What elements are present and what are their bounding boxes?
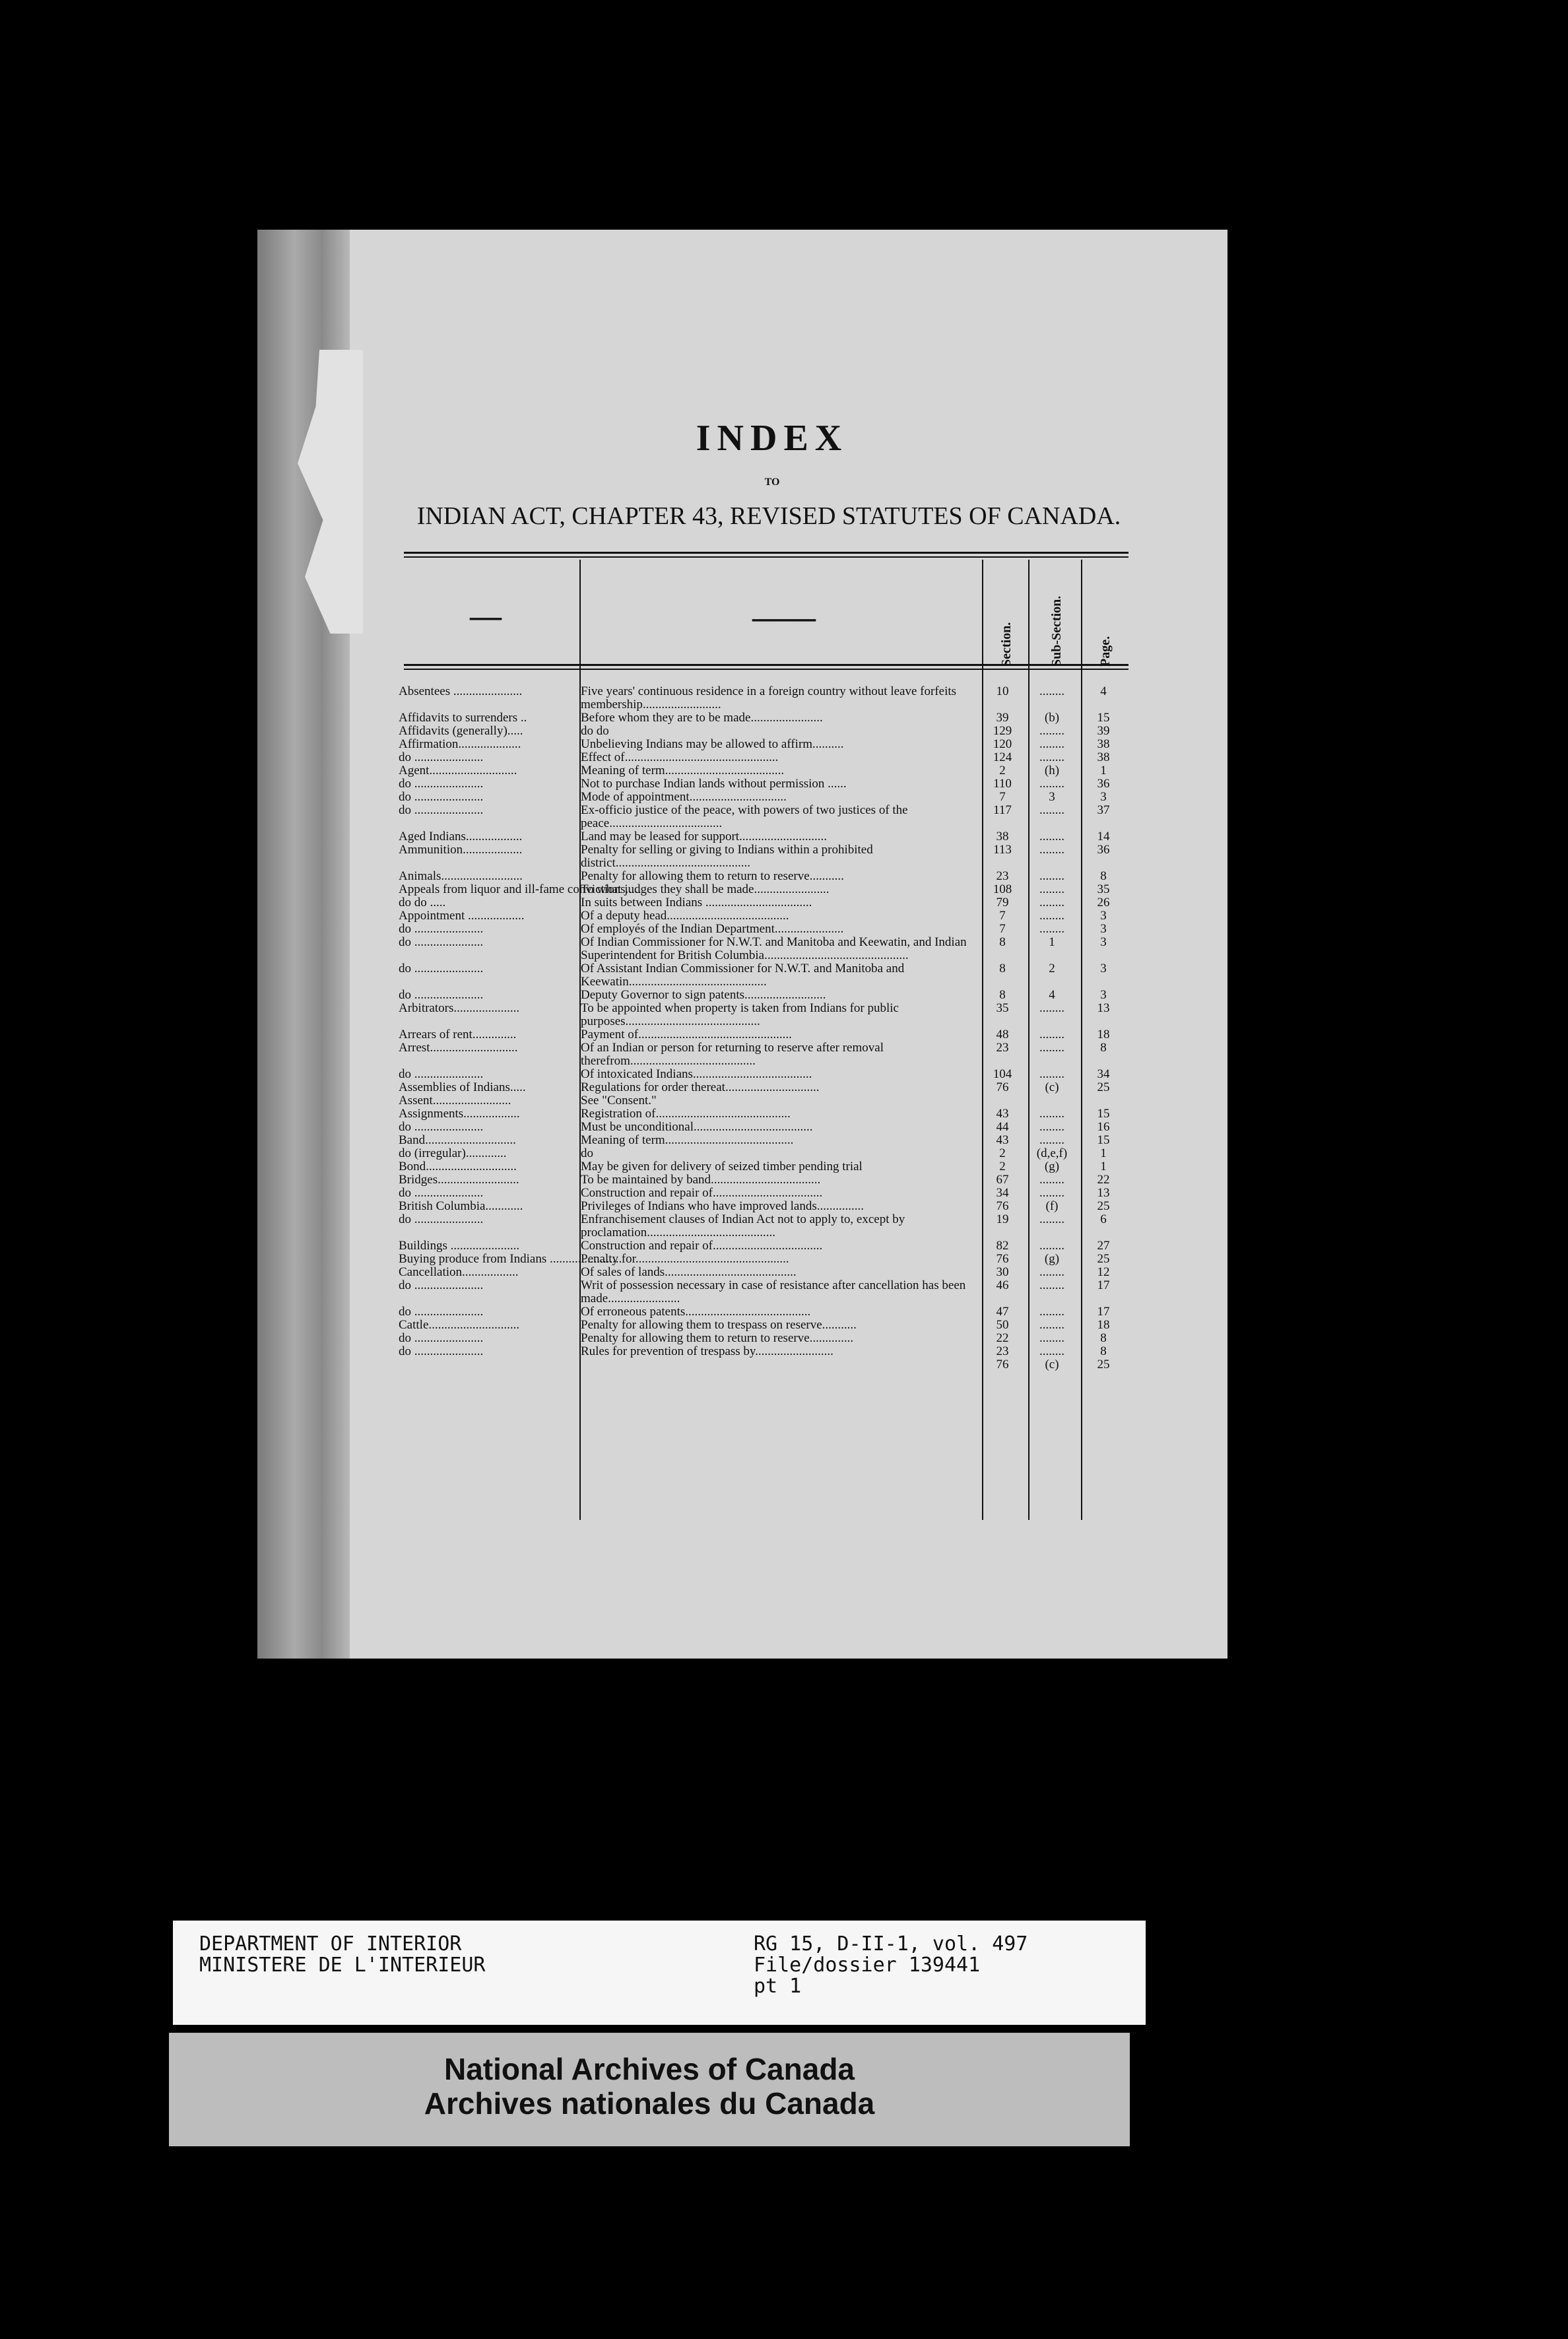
row-description: Regulations for order thereat.............................. xyxy=(581,1080,820,1094)
document-subtitle: INDIAN ACT, CHAPTER 43, REVISED STATUTES OF CANADA. xyxy=(416,502,1121,530)
table-row xyxy=(399,1068,1128,1081)
row-page: 25 xyxy=(1097,1199,1110,1213)
row-page: 6 xyxy=(1100,1212,1107,1226)
table-row xyxy=(399,804,1128,830)
row-section: 22 xyxy=(996,1331,1009,1345)
header-rule-top xyxy=(404,552,1128,554)
row-section: 35 xyxy=(996,1001,1009,1015)
row-subsection: ........ xyxy=(1039,777,1064,791)
row-section: 108 xyxy=(993,882,1012,896)
row-subsection: ........ xyxy=(1039,737,1064,751)
row-description: Registration of........................................... xyxy=(581,1107,791,1121)
row-description: May be given for delivery of seized timber pending trial xyxy=(581,1160,863,1173)
table-row xyxy=(399,830,1128,843)
archives-name-en: National Archives of Canada xyxy=(443,2052,855,2086)
table-row xyxy=(399,1266,1128,1279)
row-description: Rules for prevention of trespass by......................... xyxy=(581,1344,833,1358)
row-section: 124 xyxy=(993,750,1012,764)
row-description: To be maintained by band................................... xyxy=(581,1173,821,1187)
table-row xyxy=(399,1121,1128,1134)
table-row xyxy=(399,1239,1128,1253)
row-subject: do ...................... xyxy=(399,935,484,949)
row-section: 2 xyxy=(999,1146,1006,1160)
row-section: 19 xyxy=(996,1212,1009,1226)
row-description: Of employés of the Indian Department...................... xyxy=(581,922,844,936)
table-row xyxy=(399,1160,1128,1173)
row-subject: Agent............................ xyxy=(399,764,517,777)
row-subsection: ........ xyxy=(1039,684,1064,698)
row-page: 4 xyxy=(1100,684,1107,698)
row-subsection: ........ xyxy=(1039,896,1064,909)
row-subject: do ...................... xyxy=(399,962,484,975)
row-subject: do ...................... xyxy=(399,1305,484,1319)
row-page: 8 xyxy=(1100,1331,1107,1345)
row-subsection: ........ xyxy=(1039,843,1064,857)
row-section: 44 xyxy=(996,1120,1009,1134)
row-section: 110 xyxy=(993,777,1012,791)
row-page xyxy=(1078,1094,1128,1107)
row-subsection: ........ xyxy=(1039,803,1064,817)
row-description: Land may be leased for support............................ xyxy=(581,830,828,843)
row-page: 15 xyxy=(1097,1107,1110,1121)
row-description: To be appointed when property is taken from Indians for public purposes........................................... xyxy=(581,1001,899,1028)
row-subsection: (d,e,f) xyxy=(1036,1146,1068,1160)
row-section: 79 xyxy=(996,896,1009,909)
row-description: Penalty for................................................. xyxy=(581,1252,789,1266)
row-subject: Appointment .................. xyxy=(399,909,525,923)
row-section: 7 xyxy=(999,922,1006,936)
row-section: 46 xyxy=(996,1278,1009,1292)
row-subject: Assemblies of Indians..... xyxy=(399,1080,526,1094)
row-subject: Affidavits to surrenders .. xyxy=(399,711,527,725)
archives-stamp xyxy=(169,2033,1130,2146)
row-subject: do ...................... xyxy=(399,1186,484,1200)
row-subsection: ........ xyxy=(1039,922,1064,936)
row-page: 22 xyxy=(1097,1173,1110,1187)
row-page: 16 xyxy=(1097,1120,1110,1134)
table-row xyxy=(399,685,1128,711)
row-section: 76 xyxy=(996,1199,1009,1213)
row-page: 17 xyxy=(1097,1305,1110,1319)
row-page: 39 xyxy=(1097,724,1110,738)
row-description: Of intoxicated Indians...................................... xyxy=(581,1067,812,1081)
row-description: Construction and repair of................................... xyxy=(581,1186,823,1200)
row-description: Meaning of term......................................... xyxy=(581,1133,794,1147)
row-subsection: (b) xyxy=(1044,711,1060,725)
row-page: 3 xyxy=(1100,909,1107,923)
row-section: 8 xyxy=(999,962,1006,975)
row-section: 23 xyxy=(996,869,1009,883)
row-subject: do ...................... xyxy=(399,922,484,936)
row-page: 15 xyxy=(1097,1133,1110,1147)
row-section: 50 xyxy=(996,1318,1009,1332)
row-description: Penalty for allowing them to return to reserve.............. xyxy=(581,1331,854,1345)
row-description: Payment of................................................. xyxy=(581,1028,792,1041)
row-page: 3 xyxy=(1100,988,1107,1002)
table-row xyxy=(399,1107,1128,1121)
row-subsection: ........ xyxy=(1039,1239,1064,1253)
index-title: INDEX xyxy=(696,418,849,459)
row-subject: Affirmation.................... xyxy=(399,737,521,751)
row-subsection: ........ xyxy=(1039,1331,1064,1345)
row-subject: Ammunition................... xyxy=(399,843,523,857)
row-description: Meaning of term...................................... xyxy=(581,764,785,777)
row-section: 76 xyxy=(996,1358,1009,1371)
row-section: 2 xyxy=(999,1160,1006,1173)
row-page: 38 xyxy=(1097,750,1110,764)
row-page: 8 xyxy=(1100,1344,1107,1358)
row-subsection: ........ xyxy=(1039,1305,1064,1319)
row-subject: do do ..... xyxy=(399,896,446,909)
row-section: 104 xyxy=(993,1067,1012,1081)
row-subsection: (c) xyxy=(1045,1358,1059,1371)
row-section: 48 xyxy=(996,1028,1009,1041)
row-section: 82 xyxy=(996,1239,1009,1253)
row-subject: Assent......................... xyxy=(399,1094,511,1107)
row-description: Writ of possession necessary in case of resistance after cancellation has been made....................... xyxy=(581,1278,966,1305)
row-subject: do (irregular)............. xyxy=(399,1146,507,1160)
row-description: Before whom they are to be made....................... xyxy=(581,711,823,725)
row-subsection: (c) xyxy=(1045,1080,1059,1094)
row-description: Of an Indian or person for returning to reserve after removal therefrom........................................ xyxy=(581,1041,884,1068)
row-subject xyxy=(399,1358,577,1371)
row-subsection: 3 xyxy=(1049,790,1055,804)
table-row xyxy=(399,764,1128,777)
row-subsection xyxy=(1026,1094,1078,1107)
row-description: Penalty for allowing them to return to reserve........... xyxy=(581,869,844,883)
row-page: 1 xyxy=(1100,1146,1107,1160)
row-subsection: 1 xyxy=(1049,935,1055,949)
table-row xyxy=(399,1081,1128,1094)
row-subsection: ........ xyxy=(1039,1001,1064,1015)
row-page: 3 xyxy=(1100,935,1107,949)
row-page: 8 xyxy=(1100,1041,1107,1055)
row-subject: do ...................... xyxy=(399,1331,484,1345)
row-section: 117 xyxy=(993,803,1012,817)
row-description: Construction and repair of................................... xyxy=(581,1239,823,1253)
row-description: Enfranchisement clauses of Indian Act not to apply to, except by proclamation......................................... xyxy=(581,1212,905,1239)
header-rule-bottom-2 xyxy=(404,669,1128,670)
row-subsection: ........ xyxy=(1039,909,1064,923)
row-page: 12 xyxy=(1097,1265,1110,1279)
table-row xyxy=(399,1332,1128,1345)
row-subject: Buildings ...................... xyxy=(399,1239,520,1253)
row-section: 30 xyxy=(996,1265,1009,1279)
row-subject: Cancellation.................. xyxy=(399,1265,519,1279)
row-description: Mode of appointment............................... xyxy=(581,790,787,804)
row-page: 13 xyxy=(1097,1186,1110,1200)
row-page: 18 xyxy=(1097,1028,1110,1041)
row-description: Five years' continuous residence in a foreign country without leave forfeits membership......................... xyxy=(581,684,957,711)
row-subject: Arbitrators..................... xyxy=(399,1001,520,1015)
row-page: 38 xyxy=(1097,737,1110,751)
row-section: 7 xyxy=(999,909,1006,923)
row-page: 26 xyxy=(1097,896,1110,909)
row-subject: do ...................... xyxy=(399,988,484,1002)
row-subsection: (g) xyxy=(1044,1252,1060,1266)
row-section: 2 xyxy=(999,764,1006,777)
table-row xyxy=(399,1253,1128,1266)
row-page: 35 xyxy=(1097,882,1110,896)
table-row xyxy=(399,1305,1128,1319)
row-description: In suits between Indians .................................. xyxy=(581,896,812,909)
table-row xyxy=(399,1002,1128,1028)
row-subject: do ...................... xyxy=(399,1120,484,1134)
row-page: 34 xyxy=(1097,1067,1110,1081)
table-row xyxy=(399,1041,1128,1068)
row-subsection: ........ xyxy=(1039,869,1064,883)
row-subsection: ........ xyxy=(1039,1133,1064,1147)
row-description: Unbelieving Indians may be allowed to affirm.......... xyxy=(581,737,844,751)
row-subsection: (g) xyxy=(1044,1160,1060,1173)
row-subsection: (f) xyxy=(1045,1199,1059,1213)
row-description: Deputy Governor to sign patents.......................... xyxy=(581,988,826,1002)
table-row xyxy=(399,1279,1128,1305)
row-subject: do ...................... xyxy=(399,750,484,764)
row-page: 25 xyxy=(1097,1080,1110,1094)
table-row xyxy=(399,923,1128,936)
index-table xyxy=(399,685,1128,1371)
row-section: 76 xyxy=(996,1080,1009,1094)
row-subsection: ........ xyxy=(1039,1265,1064,1279)
row-subsection: ........ xyxy=(1039,1041,1064,1055)
row-page: 1 xyxy=(1100,1160,1107,1173)
table-row xyxy=(399,1173,1128,1187)
table-row xyxy=(399,1187,1128,1200)
row-subsection: ........ xyxy=(1039,1028,1064,1041)
table-row xyxy=(399,738,1128,751)
row-section: 38 xyxy=(996,830,1009,843)
row-section xyxy=(979,1094,1026,1107)
table-row xyxy=(399,896,1128,909)
row-subject: Assignments.................. xyxy=(399,1107,520,1121)
table-row xyxy=(399,1319,1128,1332)
table-row xyxy=(399,962,1128,989)
row-page: 1 xyxy=(1100,764,1107,777)
table-row xyxy=(399,791,1128,804)
row-description: Effect of................................................. xyxy=(581,750,779,764)
row-description: Of Indian Commissioner for N.W.T. and Manitoba and Keewatin, and Indian Superintendent for British Columbia.............................................. xyxy=(581,935,967,962)
row-page: 17 xyxy=(1097,1278,1110,1292)
row-subsection: (h) xyxy=(1044,764,1060,777)
row-description: Ex-officio justice of the peace, with powers of two justices of the peace.................................... xyxy=(581,803,908,830)
row-page: 36 xyxy=(1097,777,1110,791)
row-page: 3 xyxy=(1100,922,1107,936)
row-description: To what judges they shall be made........................ xyxy=(581,882,830,896)
row-section: 129 xyxy=(993,724,1012,738)
row-description: do do xyxy=(581,724,609,738)
row-page: 36 xyxy=(1097,843,1110,857)
row-description: Must be unconditional...................................... xyxy=(581,1120,813,1134)
row-description: Penalty for selling or giving to Indians within a prohibited district........................................... xyxy=(581,843,873,870)
row-subsection: ........ xyxy=(1039,1067,1064,1081)
row-subject: Aged Indians.................. xyxy=(399,830,523,843)
department-name: DEPARTMENT OF INTERIOR MINISTERE DE L'INTERIEUR xyxy=(199,1932,486,1977)
description-column-head: —— xyxy=(752,600,816,635)
row-subject: do ...................... xyxy=(399,1212,484,1226)
subsection-column-head: Sub-Section. xyxy=(1049,595,1064,667)
row-subsection: ........ xyxy=(1039,1318,1064,1332)
row-description: Penalty for allowing them to trespass on reserve........... xyxy=(581,1318,857,1332)
row-subject: do ...................... xyxy=(399,1067,484,1081)
row-section: 43 xyxy=(996,1107,1009,1121)
table-row xyxy=(399,909,1128,923)
archives-name-fr: Archives nationales du Canada xyxy=(424,2086,875,2121)
table-row xyxy=(399,1358,1128,1371)
row-section: 39 xyxy=(996,711,1009,725)
row-subsection: ........ xyxy=(1039,1344,1064,1358)
row-subject: Absentees ...................... xyxy=(399,684,523,698)
row-page: 14 xyxy=(1097,830,1110,843)
table-row xyxy=(399,1147,1128,1160)
table-row xyxy=(399,989,1128,1002)
row-subject: do ...................... xyxy=(399,803,484,817)
row-subject: Cattle............................. xyxy=(399,1318,520,1332)
file-reference: RG 15, D-II-1, vol. 497 File/dossier 139441 pt 1 xyxy=(754,1932,1028,1998)
row-description: Of Assistant Indian Commissioner for N.W.T. and Manitoba and Keewatin............................................ xyxy=(581,962,905,989)
to-word: TO xyxy=(764,477,780,488)
row-section: 23 xyxy=(996,1041,1009,1055)
row-description: Privileges of Indians who have improved lands............... xyxy=(581,1199,865,1213)
row-subject: British Columbia............ xyxy=(399,1199,523,1213)
header-rule-top-2 xyxy=(404,556,1128,558)
row-section: 8 xyxy=(999,988,1006,1002)
row-subsection: ........ xyxy=(1039,1278,1064,1292)
row-page: 18 xyxy=(1097,1318,1110,1332)
row-description: Not to purchase Indian lands without permission ...... xyxy=(581,777,847,791)
table-row xyxy=(399,1094,1128,1107)
row-subsection: 2 xyxy=(1049,962,1055,975)
table-row xyxy=(399,936,1128,962)
row-subject: Buying produce from Indians ....................... xyxy=(399,1252,622,1266)
row-description: See "Consent." xyxy=(581,1094,657,1107)
table-row xyxy=(399,870,1128,883)
row-subsection: 4 xyxy=(1049,988,1055,1002)
row-subject: do ...................... xyxy=(399,1278,484,1292)
row-section: 8 xyxy=(999,935,1006,949)
table-row xyxy=(399,843,1128,870)
row-subsection: ........ xyxy=(1039,830,1064,843)
row-section: 47 xyxy=(996,1305,1009,1319)
row-subsection: ........ xyxy=(1039,1212,1064,1226)
table-row xyxy=(399,1134,1128,1147)
table-row xyxy=(399,751,1128,764)
table-row xyxy=(399,1345,1128,1358)
row-section: 34 xyxy=(996,1186,1009,1200)
row-page: 8 xyxy=(1100,869,1107,883)
row-section: 7 xyxy=(999,790,1006,804)
row-subject: Animals.......................... xyxy=(399,869,523,883)
row-subsection: ........ xyxy=(1039,1120,1064,1134)
table-row xyxy=(399,777,1128,791)
table-row xyxy=(399,1028,1128,1041)
row-description: Of sales of lands.......................................... xyxy=(581,1265,797,1279)
row-description: do xyxy=(581,1146,593,1160)
row-subsection: ........ xyxy=(1039,724,1064,738)
row-section: 67 xyxy=(996,1173,1009,1187)
row-description: Of erroneous patents........................................ xyxy=(581,1305,811,1319)
row-description xyxy=(577,1358,979,1371)
row-subsection: ........ xyxy=(1039,1173,1064,1187)
row-description: Of a deputy head....................................... xyxy=(581,909,789,923)
row-subject: Bond............................. xyxy=(399,1160,517,1173)
row-subject: do ...................... xyxy=(399,790,484,804)
row-page: 3 xyxy=(1100,962,1107,975)
row-subject: Affidavits (generally)..... xyxy=(399,724,523,738)
row-section: 23 xyxy=(996,1344,1009,1358)
table-row xyxy=(399,883,1128,896)
archive-reference-label xyxy=(173,1921,1146,2025)
header-rule-bottom xyxy=(404,664,1128,666)
row-subject: do ...................... xyxy=(399,777,484,791)
row-section: 76 xyxy=(996,1252,1009,1266)
table-row xyxy=(399,711,1128,725)
row-subject: Arrears of rent.............. xyxy=(399,1028,517,1041)
row-subsection: ........ xyxy=(1039,882,1064,896)
section-column-head: Section. xyxy=(999,622,1014,667)
row-page: 25 xyxy=(1097,1358,1110,1371)
row-page: 27 xyxy=(1097,1239,1110,1253)
row-page: 13 xyxy=(1097,1001,1110,1015)
row-subject: Band............................. xyxy=(399,1133,516,1147)
subject-column-head: — xyxy=(470,599,502,634)
row-section: 43 xyxy=(996,1133,1009,1147)
row-section: 10 xyxy=(996,684,1009,698)
row-page: 25 xyxy=(1097,1252,1110,1266)
row-subject: Appeals from liquor and ill-fame convictions..... xyxy=(399,882,641,896)
row-subsection: ........ xyxy=(1039,750,1064,764)
row-section: 113 xyxy=(993,843,1012,857)
row-subject: Arrest............................ xyxy=(399,1041,518,1055)
table-row xyxy=(399,725,1128,738)
row-page: 3 xyxy=(1100,790,1107,804)
table-row xyxy=(399,1200,1128,1213)
page-column-head: Page. xyxy=(1098,636,1113,667)
row-page: 37 xyxy=(1097,803,1110,817)
row-page: 15 xyxy=(1097,711,1110,725)
table-row xyxy=(399,1213,1128,1239)
row-subsection: ........ xyxy=(1039,1107,1064,1121)
row-subsection: ........ xyxy=(1039,1186,1064,1200)
row-subject: Bridges.......................... xyxy=(399,1173,519,1187)
row-subject: do ...................... xyxy=(399,1344,484,1358)
row-section: 120 xyxy=(993,737,1012,751)
